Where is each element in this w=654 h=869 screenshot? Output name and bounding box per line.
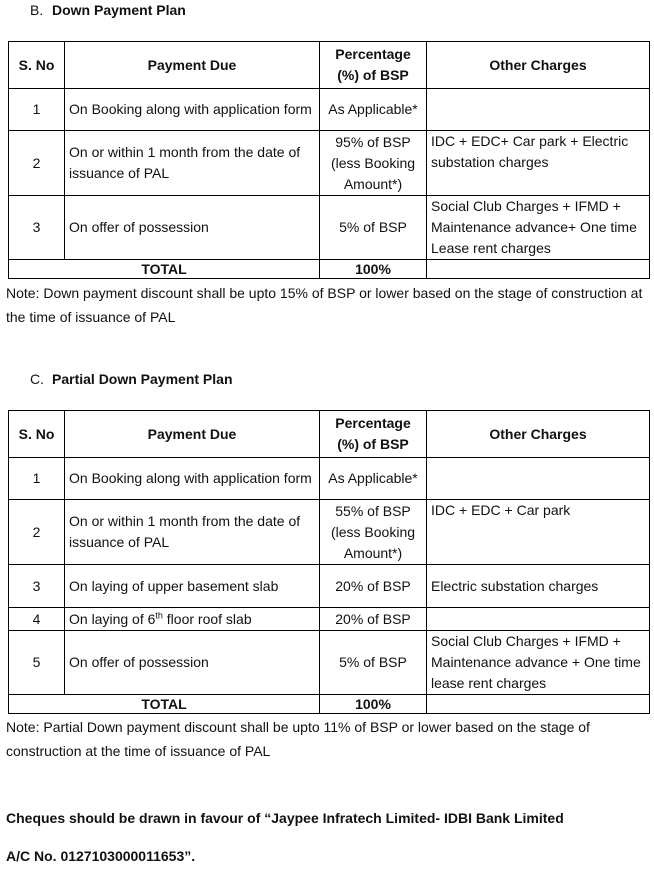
cell-payment-due: On Booking along with application form [65,458,320,500]
cell-sno: 3 [9,565,65,608]
header-percentage: Percentage (%) of BSP [320,42,427,89]
table-row [9,458,650,500]
cell-payment-due: On or within 1 month from the date of issuance of PAL [65,131,320,196]
cell-percentage: 95% of BSP (less Booking Amount*) [320,131,427,196]
cell-other-charges [427,458,650,500]
table-row [9,89,650,131]
partial-down-payment-table [8,410,650,714]
cell-sno: 4 [9,608,65,631]
header-other-charges: Other Charges [427,411,650,458]
cell-sno: 1 [9,458,65,500]
table-row [9,565,650,608]
cell-other-charges: IDC + EDC + Car park [427,500,650,565]
header-payment-due: Payment Due [65,411,320,458]
section-b-heading [30,2,186,18]
cell-percentage: As Applicable* [320,89,427,131]
table-header-row [9,42,650,89]
section-b-title: Down Payment Plan [52,2,186,18]
cell-other-charges: Social Club Charges + IFMD + Maintenance advance+ One time Lease rent charges [427,196,650,260]
due-superscript: th [155,609,163,620]
cell-payment-due: On laying of upper basement slab [65,565,320,608]
header-percentage: Percentage (%) of BSP [320,411,427,458]
table-row [9,631,650,695]
section-c-title: Partial Down Payment Plan [52,371,233,387]
due-text-end: floor roof slab [162,610,252,627]
table-row [9,196,650,260]
cell-sno: 2 [9,131,65,196]
total-row [9,695,650,714]
table-header-row [9,411,650,458]
table-row [9,131,650,196]
cell-other-charges [427,89,650,131]
cell-sno: 5 [9,631,65,695]
cell-other-charges [427,608,650,631]
cell-payment-due: On Booking along with application form [65,89,320,131]
section-b-note: Note: Down payment discount shall be upto 15% of BSP or lower based on the stage of construction at the time of issuance of PAL [6,285,643,325]
table-row [9,500,650,565]
header-payment-due: Payment Due [65,42,320,89]
total-value: 100% [320,260,427,279]
cell-percentage: 5% of BSP [320,196,427,260]
total-other [427,695,650,714]
cell-sno: 2 [9,500,65,565]
cell-payment-due: On offer of possession [65,196,320,260]
cell-percentage: 20% of BSP [320,565,427,608]
due-text: On laying of 6 [69,610,156,627]
total-label: TOTAL [9,260,320,279]
section-b-letter: B. [30,2,44,18]
cheque-line-2: A/C No. 0127103000011653”. [6,848,196,864]
table-row [9,608,650,631]
section-c-letter: C. [30,371,44,387]
section-c-note: Note: Partial Down payment discount shall be upto 11% of BSP or lower based on the stage of construction at the time of issuance of PAL [6,719,590,759]
cell-percentage: As Applicable* [320,458,427,500]
cell-other-charges: Electric substation charges [427,565,650,608]
cell-sno: 1 [9,89,65,131]
total-other [427,260,650,279]
cell-payment-due: On offer of possession [65,631,320,695]
cell-payment-due [65,608,320,631]
cheque-line-1: Cheques should be drawn in favour of “Jaypee Infratech Limited- IDBI Bank Limited [6,810,564,826]
section-c-heading [30,371,233,387]
header-other-charges: Other Charges [427,42,650,89]
cell-percentage: 5% of BSP [320,631,427,695]
cell-percentage: 55% of BSP (less Booking Amount*) [320,500,427,565]
total-label: TOTAL [9,695,320,714]
cell-other-charges: IDC + EDC+ Car park + Electric substation charges [427,131,650,196]
cell-percentage: 20% of BSP [320,608,427,631]
header-sno: S. No [9,42,65,89]
total-row [9,260,650,279]
total-value: 100% [320,695,427,714]
header-sno: S. No [9,411,65,458]
cell-other-charges: Social Club Charges + IFMD + Maintenance advance + One time lease rent charges [427,631,650,695]
cell-payment-due: On or within 1 month from the date of issuance of PAL [65,500,320,565]
down-payment-table [8,41,650,279]
cell-sno: 3 [9,196,65,260]
